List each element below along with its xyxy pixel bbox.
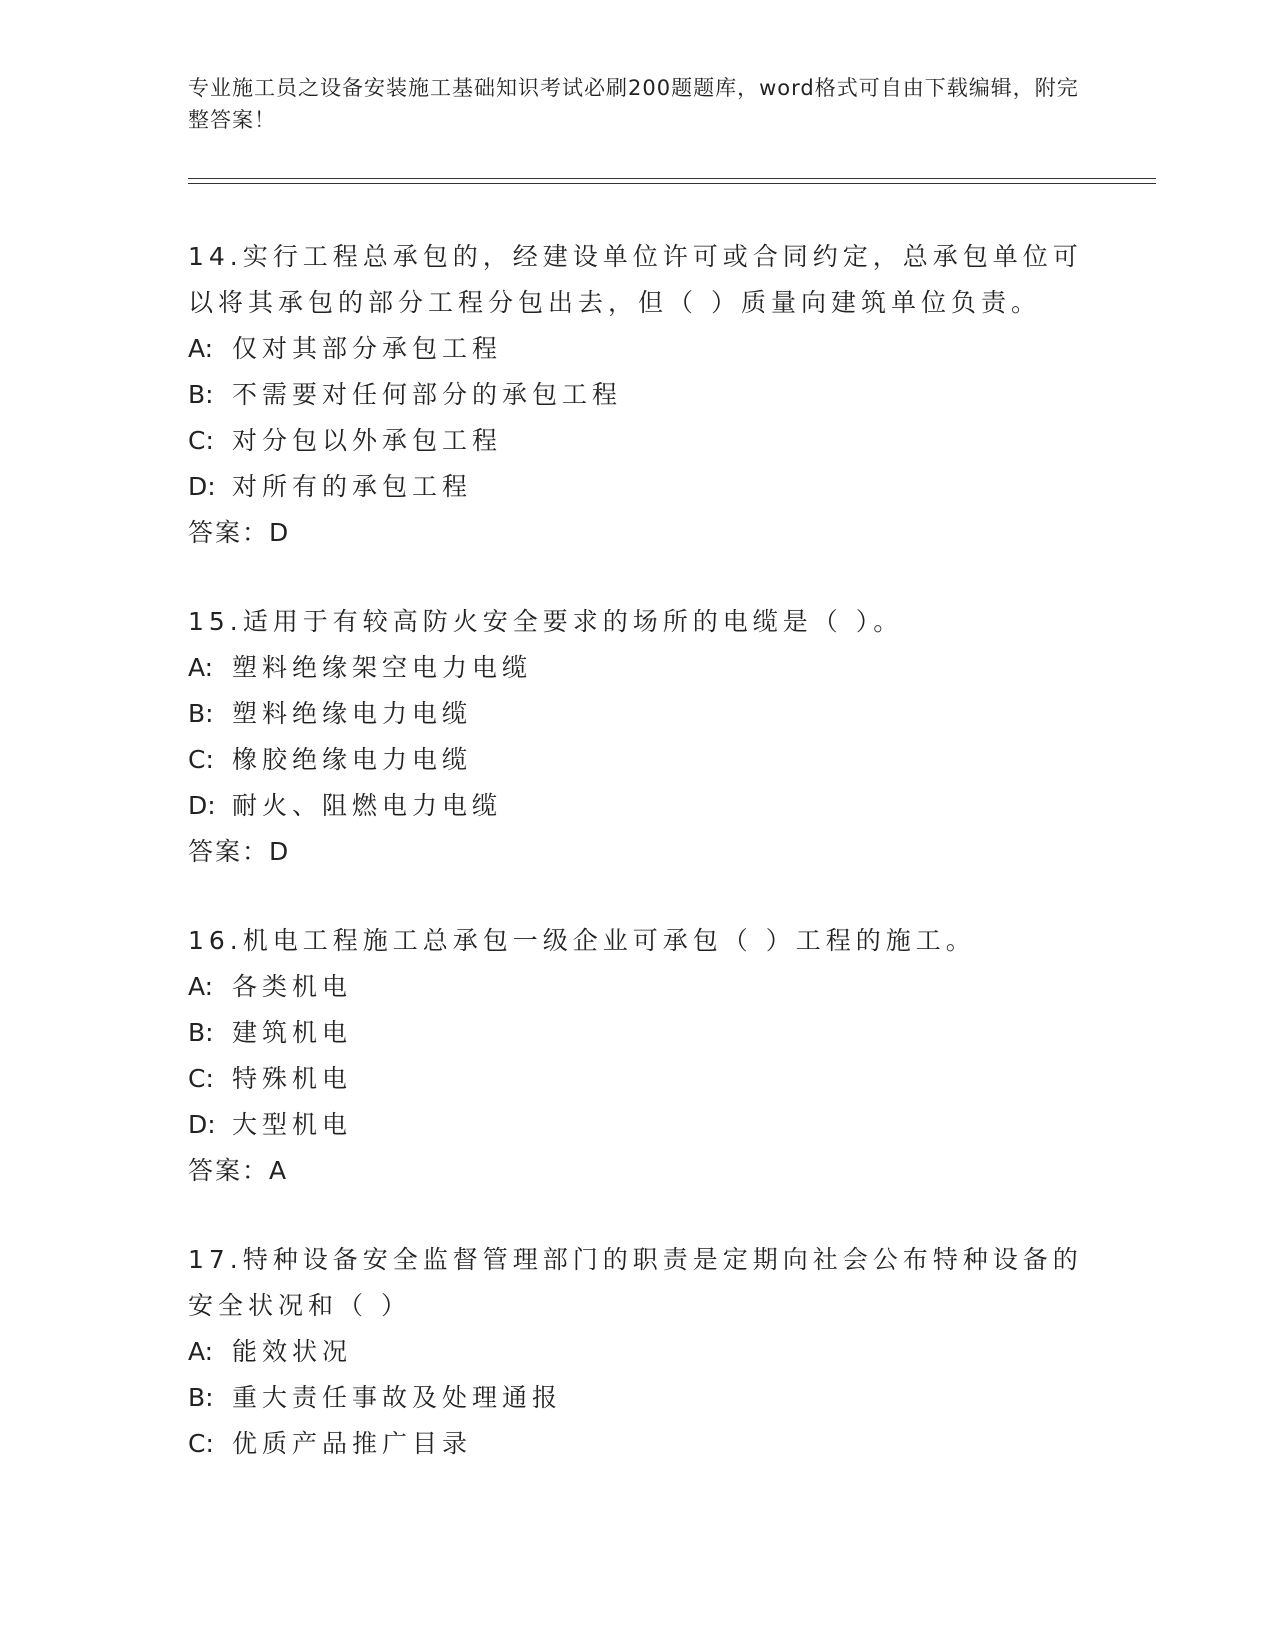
- question-15: [188, 599, 1088, 875]
- option-key: D:: [188, 791, 216, 820]
- option-text: 对分包以外承包工程: [232, 426, 503, 455]
- option-text: 重大责任事故及处理通报: [232, 1383, 563, 1412]
- option-a: [188, 645, 1088, 691]
- question-stem: 15.适用于有较高防火安全要求的场所的电缆是（ ）。: [188, 607, 904, 636]
- option-key: B:: [188, 380, 214, 409]
- option-key: B:: [188, 699, 214, 728]
- header-rule-top: [188, 178, 1156, 179]
- option-key: A:: [188, 1337, 214, 1366]
- option-text: 大型机电: [232, 1110, 353, 1139]
- option-key: B:: [188, 1383, 214, 1412]
- option-b: [188, 372, 1088, 418]
- option-text: 各类机电: [232, 972, 353, 1001]
- option-c: [188, 737, 1088, 783]
- option-c: [188, 1421, 1088, 1467]
- question-14: [188, 234, 1088, 556]
- option-key: D:: [188, 1110, 216, 1139]
- option-text: 特殊机电: [232, 1064, 353, 1093]
- option-text: 橡胶绝缘电力电缆: [232, 745, 473, 774]
- option-key: C:: [188, 1064, 214, 1093]
- question-16: [188, 918, 1088, 1194]
- question-17: [188, 1237, 1088, 1467]
- document-header: 专业施工员之设备安装施工基础知识考试必刷200题题库，word格式可自由下载编辑，附完整答案！: [188, 76, 1079, 132]
- question-stem: 14.实行工程总承包的，经建设单位许可或合同约定，总承包单位可以将其承包的部分工程分包出去，但（ ）质量向建筑单位负责。: [188, 242, 1083, 317]
- option-b: [188, 1375, 1088, 1421]
- option-c: [188, 1056, 1088, 1102]
- question-list: [188, 234, 1088, 1510]
- option-d: [188, 464, 1088, 510]
- option-d: [188, 1102, 1088, 1148]
- option-key: C:: [188, 1429, 214, 1458]
- option-b: [188, 691, 1088, 737]
- option-text: 不需要对任何部分的承包工程: [232, 380, 623, 409]
- option-text: 塑料绝缘电力电缆: [232, 699, 473, 728]
- option-text: 优质产品推广目录: [232, 1429, 473, 1458]
- header-rule-bottom: [188, 183, 1156, 184]
- option-a: [188, 1329, 1088, 1375]
- option-c: [188, 418, 1088, 464]
- option-a: [188, 326, 1088, 372]
- option-d: [188, 783, 1088, 829]
- option-text: 耐火、阻燃电力电缆: [232, 791, 503, 820]
- answer-label: 答案：A: [188, 1156, 289, 1185]
- answer-label: 答案：D: [188, 837, 291, 866]
- option-a: [188, 964, 1088, 1010]
- question-stem: 16.机电工程施工总承包一级企业可承包（ ）工程的施工。: [188, 926, 976, 955]
- option-key: C:: [188, 426, 214, 455]
- option-key: C:: [188, 745, 214, 774]
- option-key: D:: [188, 472, 216, 501]
- option-b: [188, 1010, 1088, 1056]
- option-key: B:: [188, 1018, 214, 1047]
- answer-label: 答案：D: [188, 518, 291, 547]
- option-text: 能效状况: [232, 1337, 353, 1366]
- option-key: A:: [188, 653, 214, 682]
- option-key: A:: [188, 972, 214, 1001]
- option-text: 塑料绝缘架空电力电缆: [232, 653, 533, 682]
- option-text: 建筑机电: [232, 1018, 353, 1047]
- option-text: 对所有的承包工程: [232, 472, 473, 501]
- option-text: 仅对其部分承包工程: [232, 334, 503, 363]
- option-key: A:: [188, 334, 214, 363]
- question-stem: 17.特种设备安全监督管理部门的职责是定期向社会公布特种设备的安全状况和（ ）: [188, 1245, 1083, 1320]
